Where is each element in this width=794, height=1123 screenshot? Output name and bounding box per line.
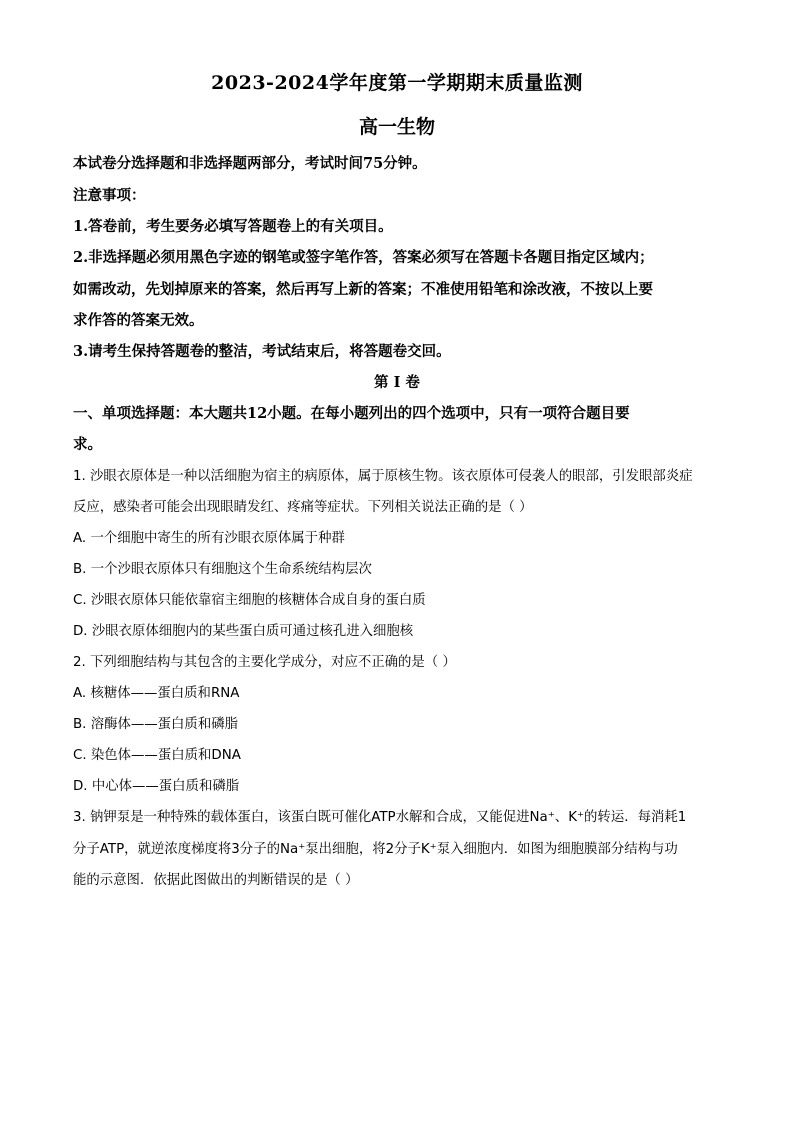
question-1-option-d: D. 沙眼衣原体细胞内的某些蛋白质可通过核孔进入细胞核 bbox=[73, 624, 414, 639]
question-1-stem-line-1: 1. 沙眼衣原体是一种以活细胞为宿主的病原体，属于原核生物。该衣原体可侵袭人的眼部，引发眼部炎症 bbox=[73, 469, 693, 484]
question-2-stem: 2. 下列细胞结构与其包含的主要化学成分，对应不正确的是（ ） bbox=[73, 655, 456, 670]
notice-item-1: 1.答卷前，考生要务必填写答题卷上的有关项目。 bbox=[73, 218, 393, 235]
exam-intro: 本试卷分选择题和非选择题两部分，考试时间75分钟。 bbox=[73, 155, 427, 172]
section-heading-line-1: 一、单项选择题：本大题共12小题。在每小题列出的四个选项中，只有一项符合题目要 bbox=[73, 405, 630, 422]
question-1-stem-line-2: 反应，感染者可能会出现眼睛发红、疼痛等症状。下列相关说法正确的是（ ） bbox=[73, 500, 533, 515]
notice-item-2-line-2: 如需改动，先划掉原来的答案，然后再写上新的答案；不准使用铅笔和涂改液，不按以上要 bbox=[73, 281, 653, 298]
question-3-stem-line-2: 分子ATP，就逆浓度梯度将3分子的Na⁺泵出细胞，将2分子K⁺泵入细胞内．如图为细胞膜部分结构与功 bbox=[73, 842, 678, 857]
question-2-option-a: A. 核糖体——蛋白质和RNA bbox=[73, 686, 240, 701]
question-1-option-c: C. 沙眼衣原体只能依靠宿主细胞的核糖体合成自身的蛋白质 bbox=[73, 593, 426, 608]
question-1-option-a: A. 一个细胞中寄生的所有沙眼衣原体属于种群 bbox=[73, 531, 345, 546]
question-2-option-c: C. 染色体——蛋白质和DNA bbox=[73, 748, 241, 763]
question-1-option-b: B. 一个沙眼衣原体只有细胞这个生命系统结构层次 bbox=[73, 562, 372, 577]
question-2-option-b: B. 溶酶体——蛋白质和磷脂 bbox=[73, 717, 238, 732]
notice-item-3: 3.请考生保持答题卷的整洁，考试结束后，将答题卷交回。 bbox=[73, 343, 451, 360]
section-heading-line-2: 求。 bbox=[73, 436, 102, 453]
volume-label: 第 I 卷 bbox=[374, 374, 420, 391]
notice-item-2-line-1: 2.非选择题必须用黑色字迹的钢笔或签字笔作答，答案必须写在答题卡各题目指定区域内； bbox=[73, 249, 654, 266]
exam-subject: 高一生物 bbox=[358, 116, 435, 138]
question-3-stem-line-3: 能的示意图．依据此图做出的判断错误的是（ ） bbox=[73, 873, 359, 888]
question-2-option-d: D. 中心体——蛋白质和磷脂 bbox=[73, 779, 240, 794]
notice-heading: 注意事项： bbox=[73, 187, 146, 204]
question-3-stem-line-1: 3. 钠钾泵是一种特殊的载体蛋白，该蛋白既可催化ATP水解和合成，又能促进Na⁺、K⁺的转运．每消耗1 bbox=[73, 810, 687, 825]
exam-title: 2023-2024学年度第一学期期末质量监测 bbox=[211, 72, 583, 94]
notice-item-2-line-3: 求作答的答案无效。 bbox=[73, 312, 204, 329]
